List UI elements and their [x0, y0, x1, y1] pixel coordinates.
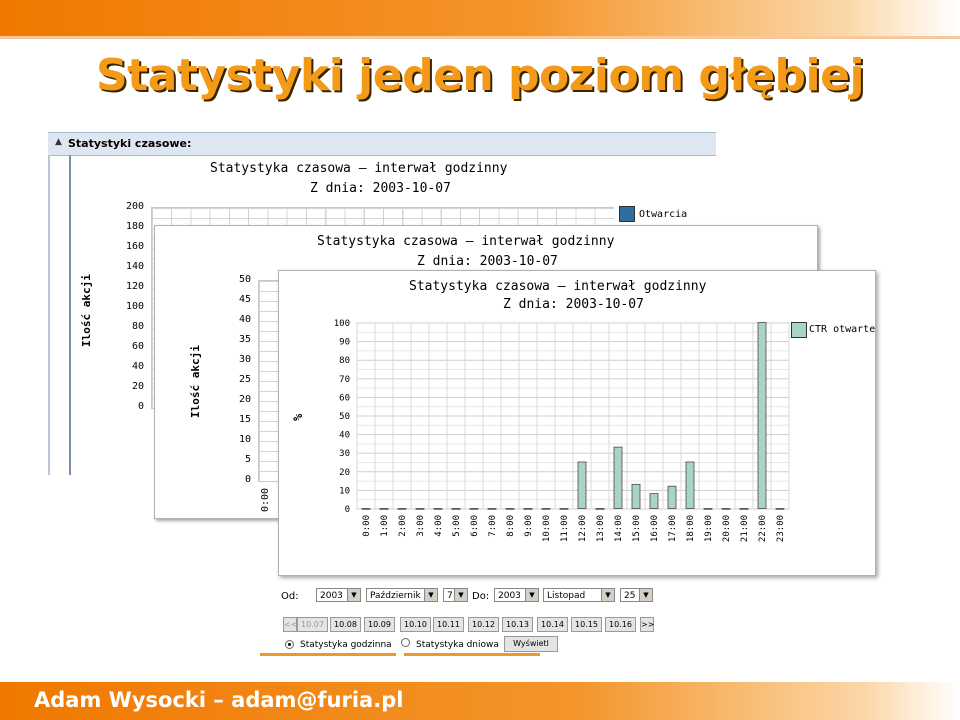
x-tick-label: 4:00: [434, 515, 444, 537]
date-button-10-15[interactable]: 10.15: [571, 617, 602, 632]
slide-title: Statystyki jeden poziom głębiej: [95, 50, 865, 101]
chart1-ytick: 0: [137, 401, 144, 412]
y-tick-label: 30: [339, 449, 350, 460]
date-button-10-10[interactable]: 10.10: [400, 617, 431, 632]
chart2-ytick: 45: [238, 294, 251, 305]
date-button-10-16[interactable]: 10.16: [605, 617, 636, 632]
x-tick-label: 6:00: [470, 515, 480, 537]
daily-radio-label: Statystyka dniowa: [416, 640, 499, 650]
chart1-ytick: 100: [125, 301, 144, 312]
bar: [578, 462, 586, 509]
chart2-ytick: 15: [238, 414, 251, 425]
y-tick-label: 60: [339, 393, 350, 404]
panel-header-label: Statystyki czasowe:: [68, 137, 192, 150]
chart2-ytick: 30: [238, 354, 251, 365]
panel-header[interactable]: [48, 133, 716, 156]
x-tick-label: 14:00: [614, 515, 624, 543]
hourly-ctr-bar-chart: [279, 271, 875, 575]
bar: [452, 509, 460, 510]
bar: [434, 509, 442, 510]
chart3-legend-label: CTR otwarte: [809, 324, 876, 335]
x-tick-label: 10:00: [542, 515, 552, 543]
od-day-select[interactable]: [443, 588, 468, 602]
chart2-ytick: 35: [238, 334, 251, 345]
x-tick-label: 16:00: [650, 515, 660, 543]
bar: [614, 447, 622, 508]
x-tick-label: 2:00: [398, 515, 408, 537]
bar: [506, 509, 514, 510]
chart2-ytick: 50: [238, 274, 251, 285]
date-button-10-08[interactable]: 10.08: [330, 617, 361, 632]
bar: [650, 494, 658, 509]
do-month-value: Listopad: [547, 591, 586, 601]
chevron-down-icon: ▼: [525, 589, 538, 601]
do-month-select[interactable]: [543, 588, 615, 602]
chart1-legend-label: Otwarcia: [639, 209, 688, 220]
x-tick-label: 13:00: [596, 515, 606, 543]
bar: [740, 509, 748, 510]
chart2-subtitle: Z dnia: 2003-10-07: [417, 254, 558, 269]
show-button[interactable]: Wyświetl: [504, 636, 558, 652]
od-day-value: 7: [447, 591, 453, 601]
date-button-10-07[interactable]: 10.07: [297, 617, 328, 632]
bar: [560, 509, 568, 510]
bar: [470, 509, 478, 510]
x-tick-label: 21:00: [740, 515, 750, 543]
chart1-ytick: 80: [131, 321, 144, 332]
od-month-select[interactable]: [366, 588, 438, 602]
x-tick-label: 0:00: [362, 515, 372, 537]
chart2-ytick: 10: [238, 434, 251, 445]
chart2-ytick: 20: [238, 394, 251, 405]
x-tick-label: 18:00: [686, 515, 696, 543]
x-tick-label: 19:00: [704, 515, 714, 543]
chart1-ytick: 60: [131, 341, 144, 352]
bar: [398, 509, 406, 510]
collapse-caret-icon[interactable]: ▲: [55, 137, 62, 147]
x-tick-label: 15:00: [632, 515, 642, 543]
bar: [524, 509, 532, 510]
chart1-subtitle: Z dnia: 2003-10-07: [310, 181, 451, 196]
bar: [596, 509, 604, 510]
x-tick-label: 5:00: [452, 515, 462, 537]
chart2-xtick-first: 0:00: [260, 487, 271, 512]
top-accent-bar: [0, 0, 960, 36]
bar: [686, 462, 694, 509]
chart2-ytick: 40: [238, 314, 251, 325]
date-button-10-14[interactable]: 10.14: [537, 617, 568, 632]
do-year-select[interactable]: [494, 588, 539, 602]
bar: [704, 509, 712, 510]
chart2-ytick: 25: [238, 374, 251, 385]
bar: [668, 486, 676, 508]
y-tick-label: 90: [339, 337, 350, 348]
x-tick-label: 11:00: [560, 515, 570, 543]
chart1-ytick: 120: [125, 281, 144, 292]
bar: [632, 484, 640, 508]
bar: [416, 509, 424, 510]
y-tick-label: 100: [333, 319, 350, 329]
hourly-radio-label: Statystyka godzinna: [300, 640, 392, 650]
y-tick-label: 10: [339, 486, 350, 497]
bar: [362, 509, 370, 510]
x-tick-label: 7:00: [488, 515, 498, 537]
bar: [776, 509, 784, 510]
chart3-title: Statystyka czasowa – interwał godzinny: [409, 279, 707, 294]
y-tick-label: 80: [339, 356, 350, 367]
chevron-down-icon: ▼: [639, 589, 652, 601]
y-tick-label: 0: [344, 505, 350, 515]
chart1-title: Statystyka czasowa – interwał godzinny: [210, 161, 508, 176]
x-tick-label: 20:00: [722, 515, 732, 543]
bar: [542, 509, 550, 510]
bar: [380, 509, 388, 510]
date-button-10-12[interactable]: 10.12: [468, 617, 499, 632]
x-tick-label: 9:00: [524, 515, 534, 537]
panel-edge: [48, 155, 50, 475]
chevron-down-icon: ▼: [601, 589, 614, 601]
chart3-subtitle: Z dnia: 2003-10-07: [503, 297, 644, 312]
chart2-ylabel: Ilość akcji: [189, 345, 202, 418]
do-day-select[interactable]: [620, 588, 653, 602]
chevron-down-icon: ▼: [424, 589, 437, 601]
chart1-ytick: 40: [131, 361, 144, 372]
x-tick-label: 22:00: [758, 515, 768, 543]
chart1-ytick: 140: [125, 261, 144, 272]
y-tick-label: 50: [339, 412, 350, 422]
do-label: Do:: [472, 591, 490, 602]
stats-panel-front: [278, 270, 876, 576]
chevron-down-icon: ▼: [454, 589, 467, 601]
x-tick-label: 12:00: [578, 515, 588, 543]
chart1-ytick: 20: [131, 381, 144, 392]
footer-author: Adam Wysocki – adam@furia.pl: [34, 688, 404, 712]
chart2-ytick: 0: [244, 474, 251, 485]
chart1-ytick: 180: [125, 221, 144, 232]
bar: [488, 509, 496, 510]
underline-accent: [404, 653, 540, 656]
top-accent-line: [0, 36, 960, 39]
do-day-value: 25: [624, 591, 636, 601]
x-tick-label: 17:00: [668, 515, 678, 543]
date-button-10-13[interactable]: 10.13: [502, 617, 533, 632]
bar: [758, 323, 766, 509]
y-tick-label: 40: [339, 430, 350, 441]
x-tick-label: 1:00: [380, 515, 390, 537]
od-label: Od:: [281, 591, 299, 602]
chart3-ylabel: %: [291, 413, 305, 421]
prev-dates-button[interactable]: <<: [283, 617, 297, 632]
x-tick-label: 3:00: [416, 515, 426, 537]
date-button-10-09[interactable]: 10.09: [364, 617, 395, 632]
chart1-ytick: 160: [125, 241, 144, 252]
x-tick-label: 23:00: [776, 515, 786, 543]
chart1-ylabel: Ilość akcji: [80, 274, 93, 347]
hourly-radio[interactable]: [285, 640, 294, 649]
x-tick-label: 8:00: [506, 515, 516, 537]
bar: [722, 509, 730, 510]
y-tick-label: 20: [339, 467, 350, 478]
chevron-down-icon: ▼: [347, 589, 360, 601]
chart2-title: Statystyka czasowa – interwał godzinny: [317, 234, 615, 249]
od-month-value: Październik: [370, 591, 421, 601]
date-button-10-11[interactable]: 10.11: [433, 617, 464, 632]
od-year-value: 2003: [320, 591, 343, 601]
next-dates-button[interactable]: >>: [640, 617, 654, 632]
chart2-ytick: 5: [244, 454, 251, 465]
y-tick-label: 70: [339, 374, 350, 385]
panel-inner-edge: [69, 155, 71, 475]
chart1-legend-swatch: [619, 206, 635, 222]
od-year-select[interactable]: [316, 588, 361, 602]
underline-accent: [260, 653, 396, 656]
chart1-ytick: 200: [125, 201, 144, 212]
daily-radio[interactable]: [401, 638, 410, 647]
do-year-value: 2003: [498, 591, 521, 601]
